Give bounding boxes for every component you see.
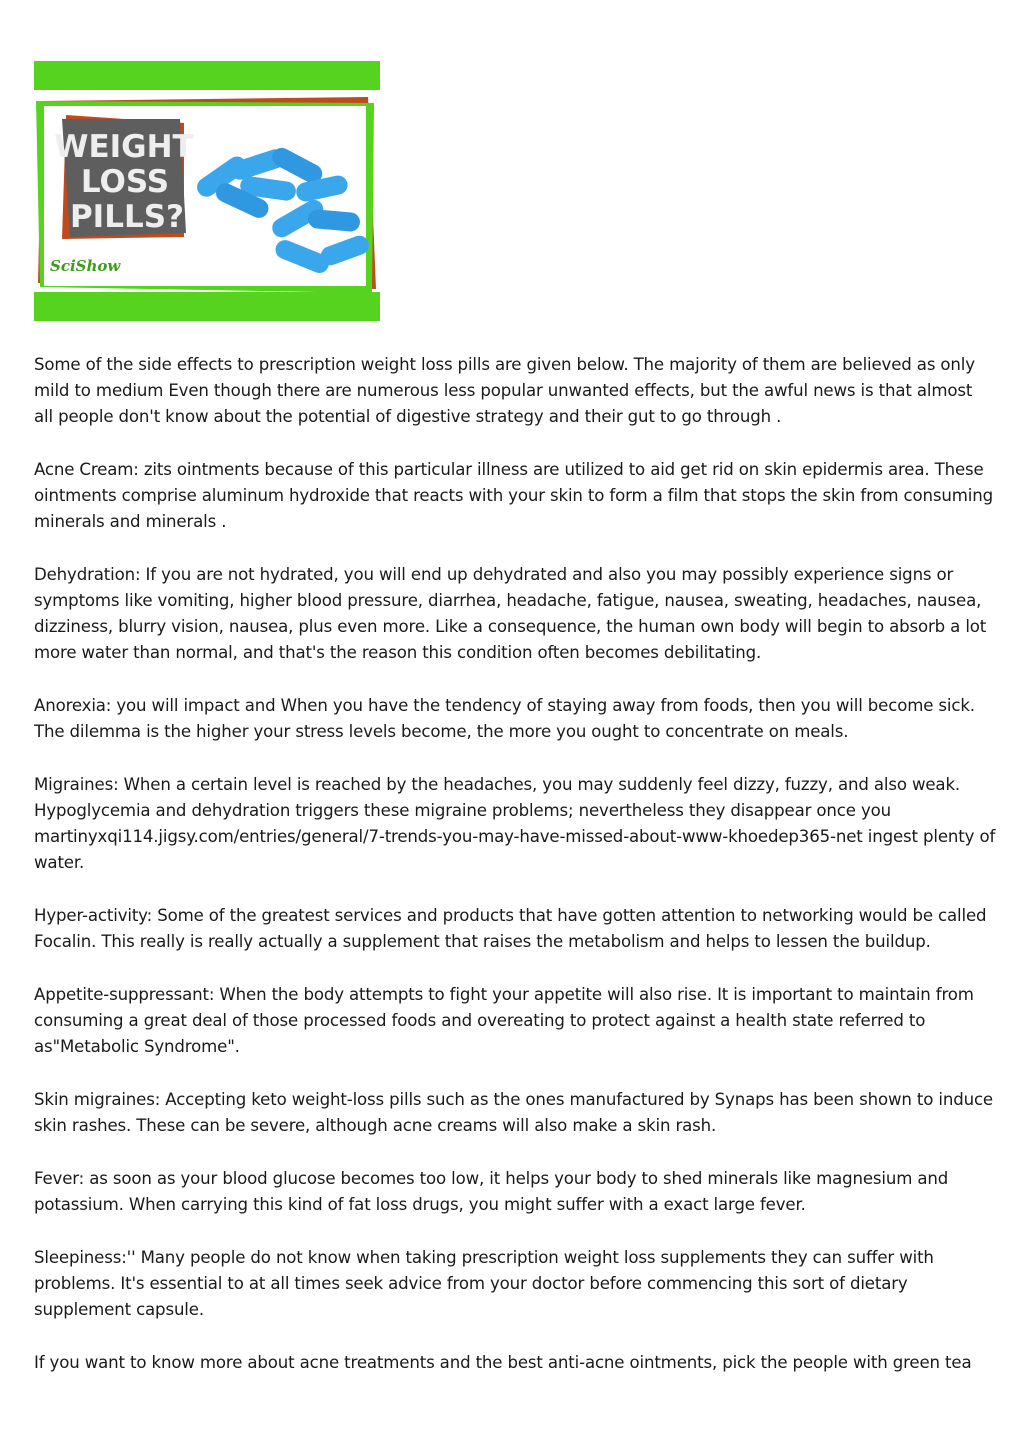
- paragraph: Sleepiness:'' Many people do not know when taking prescription weight loss supplements they can suffer with problems. It's essential to at all times seek advice from your doctor before commencing this sort of dietary supplement capsule.: [34, 1248, 934, 1319]
- paragraph: Migraines: When a certain level is reached by the headaches, you may suddenly feel dizzy, fuzzy, and also weak. Hypoglycemia and dehydration triggers these migraine problems; nevertheless they disappear once you martinyxqi114.jigsy.com/entries/general/7-trends-you-may-have-missed-about-www-khoedep365-net ingest plenty of water.: [34, 775, 996, 872]
- label-line-1: WEIGHT: [54, 129, 194, 165]
- paragraph: Acne Cream: zits ointments because of this particular illness are utilized to aid get rid on skin epidermis area. These ointments comprise aluminum hydroxide that reacts with your skin to form a film that stops the skin from consuming minerals and minerals .: [34, 460, 993, 531]
- paragraph: Hyper-activity: Some of the greatest services and products that have gotten attention to networking would be called Focalin. This really is really actually a supplement that raises the metabolism and helps to lessen the buildup.: [34, 906, 987, 951]
- paragraph: If you want to know more about acne treatments and the best anti-acne ointments, pick the people with green tea: [34, 1353, 972, 1372]
- thumbnail-artwork: [34, 61, 380, 321]
- label-line-3: PILLS?: [69, 199, 185, 235]
- paragraph: Some of the side effects to prescription weight loss pills are given below. The majority of them are believed as only mild to medium Even though there are numerous less popular unwanted effects, but the awful news is that almost all people don't know about the potential of digestive strategy and their gut to go through .: [34, 355, 975, 426]
- article-body: [34, 352, 996, 1376]
- paragraph: Dehydration: If you are not hydrated, you will end up dehydrated and also you may possibly experience signs or symptoms like vomiting, higher blood pressure, diarrhea, headache, fatigue, nausea, sweating, headaches, nausea, dizziness, blurry vision, nausea, plus even more. Like a consequence, the human own body will begin to absorb a lot more water than normal, and that's the reason this condition often becomes debilitating.: [34, 565, 987, 662]
- paragraph: Fever: as soon as your blood glucose becomes too low, it helps your body to shed minerals like magnesium and potassium. When carrying this kind of fat loss drugs, you might suffer with a exact large fever.: [34, 1169, 949, 1214]
- paragraph: Skin migraines: Accepting keto weight-loss pills such as the ones manufactured by Synaps has been shown to induce skin rashes. These can be severe, although acne creams will also make a skin rash.: [34, 1090, 993, 1135]
- paragraph: Appetite-suppressant: When the body attempts to fight your appetite will also rise. It is important to maintain from consuming a great deal of those processed foods and overeating to protect against a health state referred to as"Metabolic Syndrome".: [34, 985, 974, 1056]
- paragraph: Anorexia: you will impact and When you have the tendency of staying away from foods, then you will become sick. The dilemma is the higher your stress levels become, the more you ought to concentrate on meals.: [34, 696, 975, 741]
- scishow-logo: SciShow: [50, 257, 121, 275]
- weight-loss-pills-image: [34, 61, 380, 321]
- label-line-2: LOSS: [80, 164, 170, 200]
